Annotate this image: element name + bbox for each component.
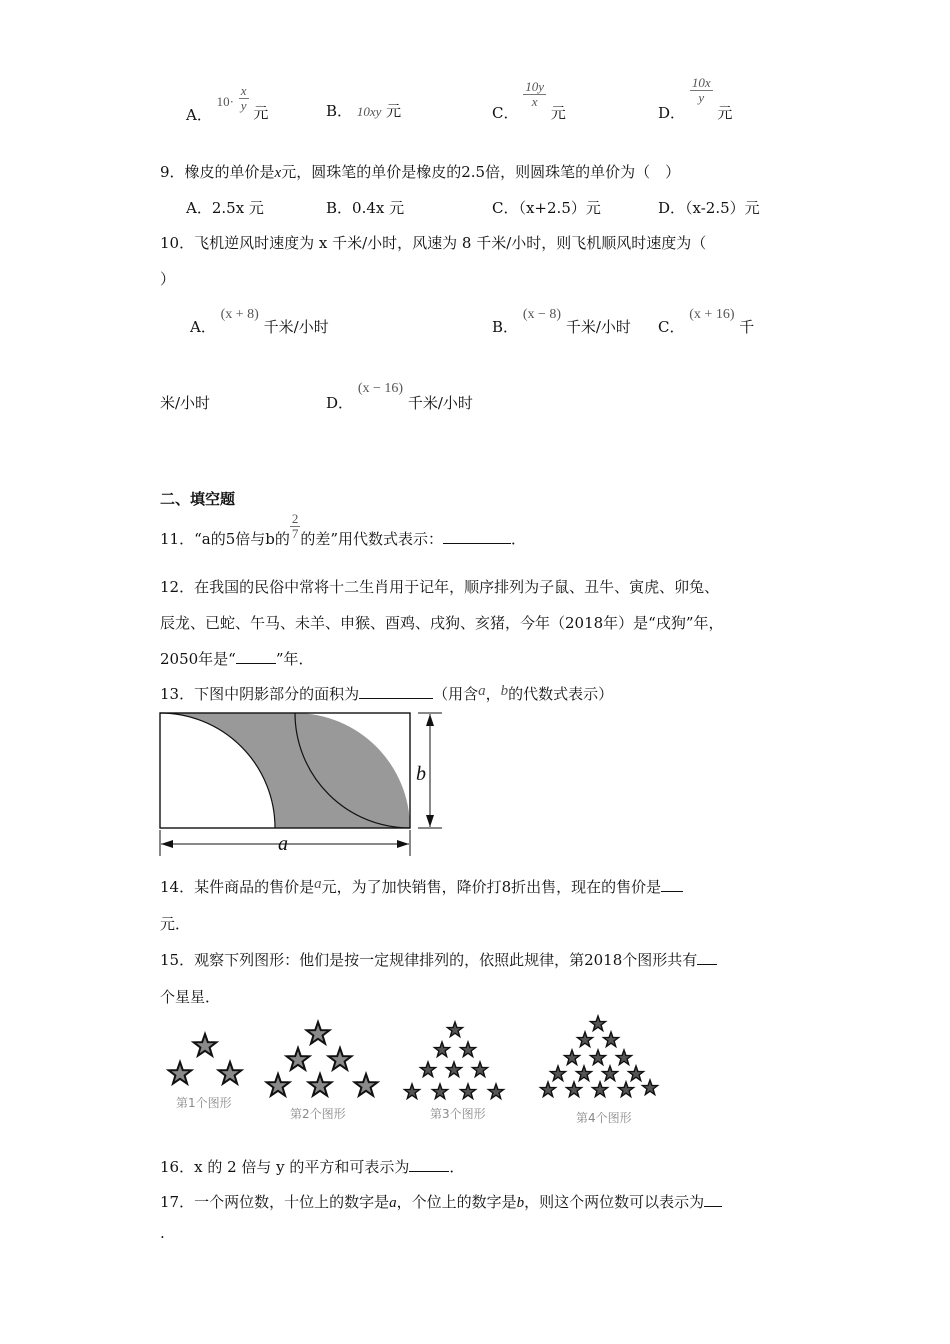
q10-stem-line2: ） <box>160 270 176 288</box>
unit: 元 <box>253 104 269 123</box>
answer-blank[interactable] <box>697 950 717 965</box>
answer-blank[interactable] <box>704 1192 722 1207</box>
math-fraction: $\frac{x}{y}$ <box>240 83 247 113</box>
q14-line1: 14．某件商品的售价是a元，为了加快销售，降价打8折出售，现在的售价是 <box>160 876 683 897</box>
b-arrow-top <box>426 714 434 726</box>
figure-caption-2: 第2个图形 <box>290 1107 346 1121</box>
star-icon <box>590 1016 605 1031</box>
figure-caption-3: 第3个图形 <box>430 1107 486 1121</box>
star-icon <box>460 1084 475 1099</box>
star-icon <box>590 1050 605 1065</box>
star-icon <box>404 1084 419 1099</box>
star-icon <box>355 1074 378 1096</box>
star-icon <box>447 1022 462 1037</box>
star-group-3 <box>404 1022 503 1099</box>
q17-line1: 17．一个两位数，十位上的数字是a，个位上的数字是b，则这个两位数可以表示为 <box>160 1191 722 1212</box>
star-icon <box>219 1062 242 1084</box>
star-icon <box>460 1042 475 1057</box>
math-expression: 10xy <box>356 104 382 119</box>
q17-line2: . <box>160 1224 165 1242</box>
answer-blank[interactable] <box>359 684 433 699</box>
q8-option-b <box>326 100 401 121</box>
star-icon <box>194 1034 217 1056</box>
star-icon <box>642 1080 657 1095</box>
shaded-area-figure <box>150 708 450 860</box>
q11: 11．“a的5倍与b的 $\frac{2}{7}$ 的差”用代数式表示： ． <box>160 511 527 549</box>
section-title: 二、填空题 <box>160 490 236 508</box>
q9-stem: 9．橡皮的单价是x元，圆珠笔的单价是橡皮的2.5倍，则圆珠笔的单价为（ ） <box>160 163 681 181</box>
a-label: a <box>278 833 288 855</box>
a-arrow-left <box>161 840 173 848</box>
star-icon <box>472 1062 487 1077</box>
star-pattern-figure <box>160 1012 680 1130</box>
star-icon <box>432 1084 447 1099</box>
q10-option-a: A． (x + 8) 千米/小时 <box>190 307 329 336</box>
q12-line3: 2050年是“ ”年． <box>160 650 314 668</box>
star-group-2 <box>267 1022 378 1096</box>
star-icon <box>564 1050 579 1065</box>
star-icon <box>169 1062 192 1084</box>
shaded-region <box>160 713 410 828</box>
star-icon <box>618 1082 633 1097</box>
star-icon <box>550 1066 565 1081</box>
math-fraction: $\frac{2}{7}$ <box>291 511 299 541</box>
option-label: C． <box>492 104 519 123</box>
math-fraction: $\frac{10y}{x}$ <box>525 79 545 109</box>
q8-option-a <box>186 76 269 125</box>
figure-caption-1: 第1个图形 <box>176 1096 232 1110</box>
q15-line2: 个星星． <box>160 988 221 1006</box>
q9-option-a: A．2.5x 元 <box>186 199 264 217</box>
star-icon <box>446 1062 461 1077</box>
answer-blank[interactable] <box>443 529 511 544</box>
star-icon <box>329 1048 352 1070</box>
star-icon <box>566 1082 581 1097</box>
math-expression: (x − 8) <box>522 307 562 322</box>
answer-blank[interactable] <box>661 877 683 892</box>
q13: 13．下图中阴影部分的面积为 （用含a，b的代数式表示） <box>160 683 614 703</box>
star-icon <box>287 1048 310 1070</box>
math-expression: (x − 16) <box>357 381 404 396</box>
q10-option-b: B． (x − 8) 千米/小时 <box>492 307 631 336</box>
option-label: D． <box>658 104 686 123</box>
q10-option-d: D． (x − 16) 千米/小时 <box>326 381 473 412</box>
q12-line1: 12．在我国的民俗中常将十二生肖用于记年，顺序排列为子鼠、丑牛、寅虎、卯兔、 <box>160 578 720 596</box>
q9-option-b: B．0.4x 元 <box>326 199 405 217</box>
a-arrow-right <box>397 840 409 848</box>
math-expression: (x + 8) <box>220 307 259 322</box>
star-icon <box>576 1066 591 1081</box>
unit: 元 <box>717 104 733 123</box>
star-icon <box>267 1074 290 1096</box>
star-icon <box>592 1082 607 1097</box>
star-icon <box>420 1062 435 1077</box>
star-icon <box>616 1050 631 1065</box>
math-expression: 10· <box>216 94 234 110</box>
q10-option-c: C． (x + 16) 千 <box>658 307 755 336</box>
q8-option-d <box>658 72 733 123</box>
option-label: A． <box>186 106 212 125</box>
q10-stem-line1: 10．飞机逆风时速度为 x 千米/小时，风速为 8 千米/小时，则飞机顺风时速度为（ <box>160 234 707 252</box>
star-group-1 <box>169 1034 242 1084</box>
q15-line1: 15．观察下列图形：他们是按一定规律排列的，依照此规律，第2018个图形共有 <box>160 949 717 970</box>
figure-caption-4: 第4个图形 <box>576 1111 632 1125</box>
star-icon <box>488 1084 503 1099</box>
q12-line2: 辰龙、已蛇、午马、未羊、申猴、酉鸡、戌狗、亥猪，今年（2018年）是“戌狗”年， <box>160 614 724 632</box>
q14-line2: 元． <box>160 915 191 933</box>
math-expression: (x + 16) <box>689 307 735 322</box>
star-icon <box>577 1032 592 1047</box>
star-icon <box>309 1074 332 1096</box>
b-arrow-bottom <box>426 815 434 827</box>
q9-option-c: C．（x+2.5）元 <box>492 199 601 217</box>
option-label: B． <box>326 102 353 120</box>
star-icon <box>434 1042 449 1057</box>
star-icon <box>628 1066 643 1081</box>
math-fraction: $\frac{10x}{y}$ <box>691 75 711 105</box>
unit: 元 <box>550 104 566 123</box>
answer-blank[interactable] <box>236 649 276 664</box>
star-icon <box>540 1082 555 1097</box>
unit: 元 <box>386 102 402 120</box>
q10-option-c-cont: 米/小时 <box>160 394 211 412</box>
q16: 16．x 的 2 倍与 y 的平方和可表示为 ． <box>160 1158 465 1176</box>
star-icon <box>602 1066 617 1081</box>
q8-option-c <box>492 76 566 123</box>
b-label: b <box>416 763 426 785</box>
star-icon <box>603 1032 618 1047</box>
q9-option-d: D．（x-2.5）元 <box>658 199 760 217</box>
answer-blank[interactable] <box>409 1157 449 1172</box>
star-group-4 <box>540 1016 657 1097</box>
star-icon <box>307 1022 330 1044</box>
star-groups <box>169 1016 658 1099</box>
